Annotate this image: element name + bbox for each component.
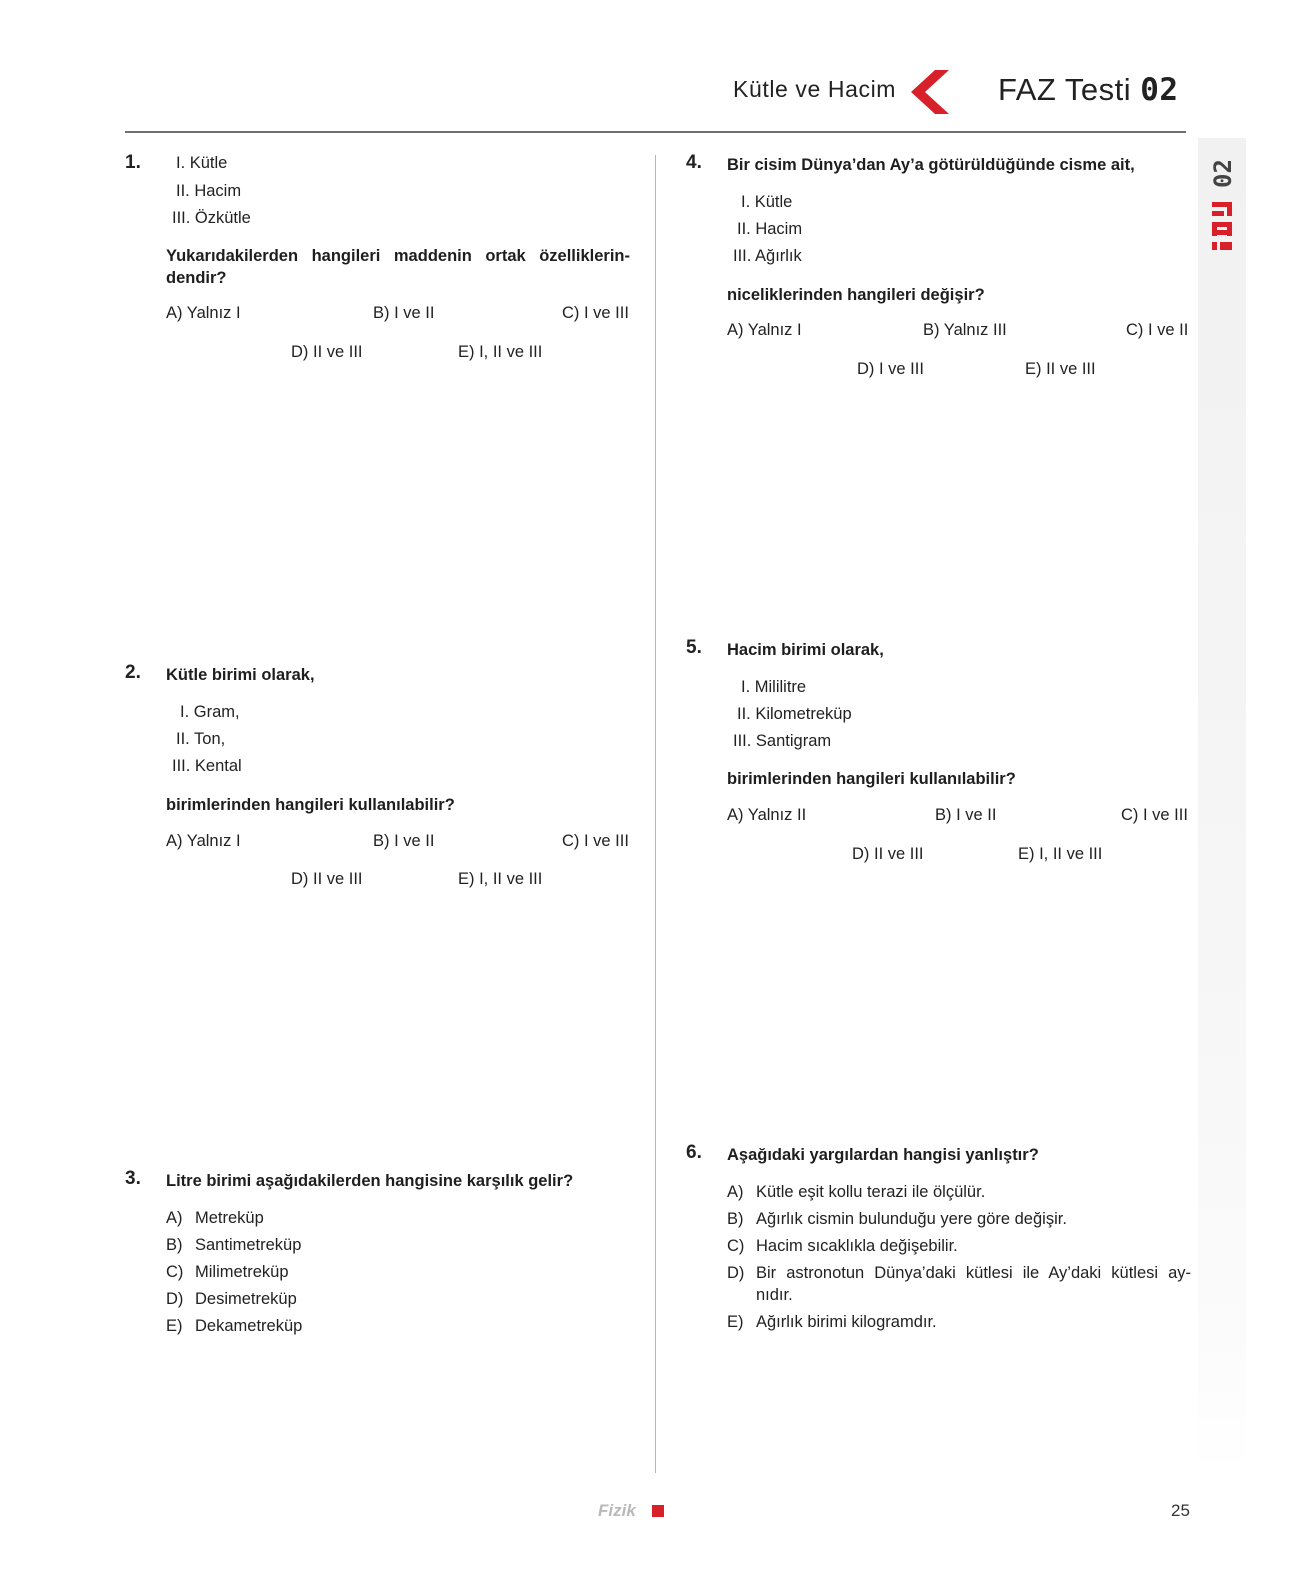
footer-subject: Fizik [598, 1501, 636, 1520]
question-number: 1. [125, 152, 141, 173]
option-letter: A) [166, 1209, 183, 1227]
answer-option[interactable] [166, 1315, 302, 1337]
option-letter: D) [727, 1264, 745, 1282]
answer-option[interactable]: A) Yalnız I [727, 321, 802, 339]
option-letter: E) [166, 1317, 183, 1335]
test-number: 02 [1140, 72, 1179, 108]
question-stem: Litre birimi aşağıdakilerden hangisine karşılık gelir? [166, 1172, 574, 1190]
option-letter: B) [166, 1236, 183, 1254]
column-divider [655, 155, 656, 1473]
question-stem-cont: dendir? [166, 269, 227, 287]
answer-option[interactable] [166, 1261, 289, 1283]
answer-option[interactable]: C) I ve III [1121, 806, 1188, 824]
answer-option[interactable] [727, 1181, 985, 1203]
list-item: I. Gram, [180, 703, 240, 721]
option-letter: C) [166, 1263, 184, 1281]
answer-option[interactable]: E) I, II ve III [1018, 845, 1103, 863]
option-text: Ağırlık cismin bulunduğu yere göre değişir. [756, 1210, 1067, 1228]
option-letter: B) [727, 1210, 744, 1228]
option-text: Desimetreküp [195, 1290, 297, 1308]
test-title [998, 72, 1179, 108]
answer-option[interactable]: B) I ve II [935, 806, 997, 824]
option-text: Hacim sıcaklıkla değişebilir. [756, 1237, 958, 1255]
answer-option[interactable]: E) I, II ve III [458, 343, 543, 361]
list-item: II. Ton, [176, 730, 226, 748]
answer-option[interactable]: D) II ve III [291, 870, 363, 888]
answer-option[interactable]: B) I ve II [373, 832, 435, 850]
answer-option[interactable]: B) Yalnız III [923, 321, 1007, 339]
question-intro: Hacim birimi olarak, [727, 641, 884, 659]
faz-logo-icon [1206, 200, 1238, 252]
option-text: Ağırlık birimi kilogramdır. [756, 1313, 937, 1331]
option-text: Santimetreküp [195, 1236, 302, 1254]
answer-option[interactable]: B) I ve II [373, 304, 435, 322]
question-stem: Aşağıdaki yargılardan hangisi yanlıştır? [727, 1146, 1039, 1164]
option-text: Bir astronotun Dünya’daki kütlesi ile Ay’daki kütlesi ay- [756, 1264, 1191, 1282]
answer-option[interactable]: C) I ve II [1126, 321, 1189, 339]
answer-option[interactable] [727, 1235, 958, 1257]
answer-option[interactable]: D) II ve III [852, 845, 924, 863]
answer-option[interactable]: A) Yalnız II [727, 806, 807, 824]
header-rule [125, 131, 1186, 133]
option-text: Milimetreküp [195, 1263, 289, 1281]
question-intro: Kütle birimi olarak, [166, 666, 315, 684]
list-item: I. Kütle [741, 193, 793, 211]
list-item: II. Kilometreküp [737, 705, 852, 723]
answer-option[interactable]: D) I ve III [857, 360, 924, 378]
question-number: 5. [686, 637, 702, 658]
question-number: 4. [686, 152, 702, 173]
question-stem: Yukarıdakilerden hangileri maddenin ortak özelliklerin- [166, 247, 630, 265]
question-intro: Bir cisim Dünya’dan Ay’a götürüldüğünde cisme ait, [727, 156, 1135, 174]
question-number: 6. [686, 1142, 702, 1163]
answer-option[interactable] [727, 1311, 937, 1333]
answer-option[interactable]: E) I, II ve III [458, 870, 543, 888]
answer-option[interactable]: C) I ve III [562, 304, 629, 322]
list-item: III. Kental [172, 757, 242, 775]
list-item: III. Özkütle [172, 209, 251, 227]
answer-option[interactable] [166, 1234, 301, 1256]
side-tab-number: 02 [1209, 159, 1237, 188]
option-letter: C) [727, 1237, 745, 1255]
answer-option[interactable] [166, 1207, 264, 1229]
answer-option[interactable]: A) Yalnız I [166, 832, 241, 850]
question-stem: birimlerinden hangileri kullanılabilir? [727, 770, 1016, 788]
answer-option[interactable] [727, 1262, 1191, 1306]
question-stem: birimlerinden hangileri kullanılabilir? [166, 796, 455, 814]
question-number: 2. [125, 662, 141, 683]
footer-square-icon [652, 1505, 664, 1517]
option-text: Metreküp [195, 1209, 264, 1227]
list-item: III. Ağırlık [733, 247, 802, 265]
chevron-left-icon [905, 68, 953, 116]
option-text-cont: nıdır. [756, 1286, 793, 1304]
side-tab [1198, 138, 1246, 1473]
list-item: II. Hacim [737, 220, 803, 238]
question-number: 3. [125, 1168, 141, 1189]
list-item: I. Mililitre [741, 678, 807, 696]
answer-option[interactable] [727, 1208, 1067, 1230]
answer-option[interactable] [166, 1288, 297, 1310]
test-label: FAZ Testi [998, 72, 1132, 107]
answer-option[interactable]: C) I ve III [562, 832, 629, 850]
option-text: Kütle eşit kollu terazi ile ölçülür. [756, 1183, 986, 1201]
answer-option[interactable]: E) II ve III [1025, 360, 1096, 378]
option-letter: A) [727, 1183, 744, 1201]
list-item: I. Kütle [176, 154, 228, 172]
option-text: Dekametreküp [195, 1317, 303, 1335]
list-item: II. Hacim [176, 182, 242, 200]
answer-option[interactable]: A) Yalnız I [166, 304, 241, 322]
question-stem: niceliklerinden hangileri değişir? [727, 286, 985, 304]
chapter-topic: Kütle ve Hacim [733, 76, 897, 102]
option-letter: D) [166, 1290, 184, 1308]
option-letter: E) [727, 1313, 744, 1331]
page-number: 25 [1171, 1501, 1190, 1520]
list-item: III. Santigram [733, 732, 832, 750]
answer-option[interactable]: D) II ve III [291, 343, 363, 361]
